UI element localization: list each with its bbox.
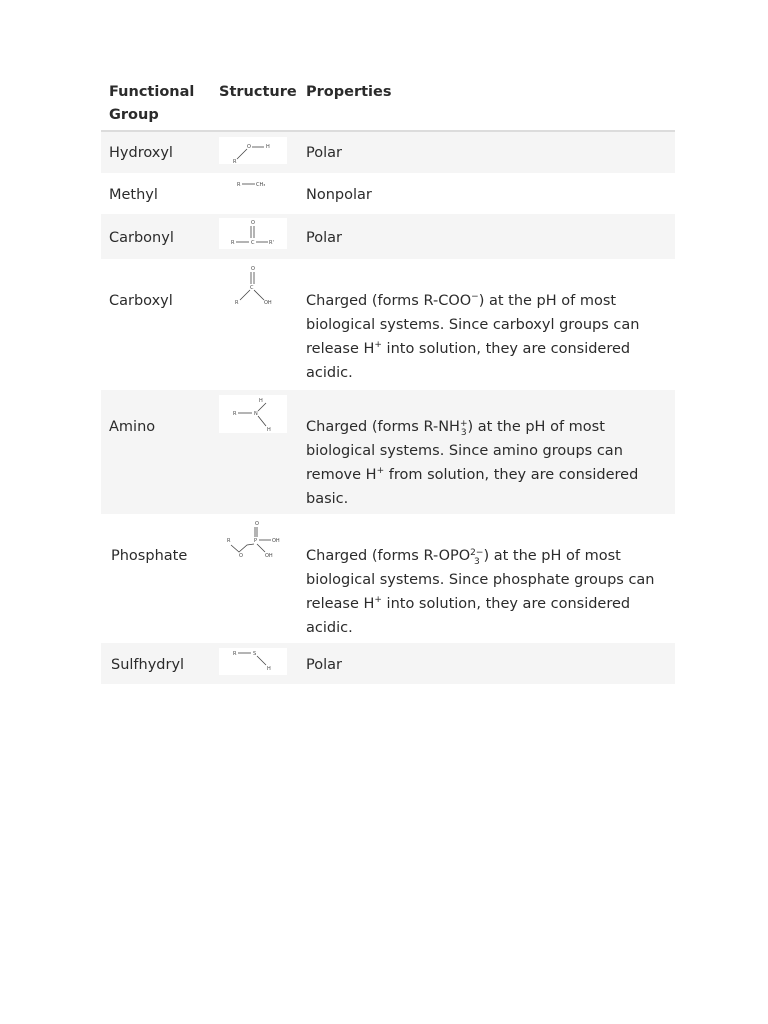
- atom-r: R: [237, 182, 241, 188]
- properties-text-post2: into solution, they are considered acidic.: [306, 596, 631, 636]
- row-properties: Nonpolar: [306, 187, 372, 203]
- bond-r-o: [237, 149, 247, 159]
- atom-o1: O: [255, 521, 259, 527]
- amino-structure: [219, 395, 287, 433]
- properties-text-pre: Charged (forms R-OPO: [306, 548, 471, 564]
- properties-charge-stack: [470, 549, 483, 567]
- atom-r: R: [233, 159, 237, 165]
- row-name: Phosphate: [111, 548, 188, 564]
- table-row-amino: [101, 390, 675, 514]
- header-properties: Properties: [306, 84, 392, 100]
- phosphate-structure-drawing: [219, 519, 287, 557]
- bond-c-r: [240, 290, 250, 300]
- atom-oh2: OH: [265, 553, 273, 559]
- row-name: Carboxyl: [109, 293, 173, 309]
- row-properties: [306, 415, 661, 511]
- properties-text-post2: from solution, they are considered basic.: [306, 467, 639, 507]
- row-name: Carbonyl: [109, 230, 174, 246]
- bond-n-h2: [258, 416, 266, 426]
- bond-c-oh: [254, 290, 264, 300]
- atom-p: P: [254, 538, 258, 544]
- atom-o: O: [247, 144, 251, 150]
- atom-c: C: [250, 285, 254, 291]
- row-name: Methyl: [109, 187, 158, 203]
- row-properties: Polar: [306, 145, 342, 161]
- bond-n-h1: [258, 403, 266, 411]
- phosphate-structure: [219, 519, 287, 557]
- properties-charge: +: [459, 419, 468, 429]
- properties-subscript: 3: [460, 428, 467, 438]
- carbonyl-structure-drawing: [219, 218, 287, 249]
- row-name: Amino: [109, 419, 156, 435]
- methyl-structure: [219, 179, 287, 206]
- properties-charge-h: +: [374, 595, 382, 606]
- atom-o: O: [251, 266, 255, 272]
- row-name: Sulfhydryl: [111, 657, 185, 673]
- table-row-sulfhydryl: [101, 643, 675, 684]
- carbonyl-structure: [219, 218, 287, 249]
- properties-text-post: ) at the pH of most biological systems. Since carboxyl groups can release H: [306, 293, 640, 357]
- table-row-phosphate: [101, 514, 675, 643]
- carboxyl-structure-drawing: [219, 264, 287, 308]
- properties-charge: 2−: [470, 548, 484, 558]
- properties-charge-h: +: [374, 340, 382, 351]
- sulfhydryl-structure-drawing: [219, 648, 287, 675]
- row-properties: [306, 289, 661, 385]
- table-row-methyl: [101, 173, 675, 214]
- sulfhydryl-structure: [219, 648, 287, 675]
- bond-p-oh2: [257, 544, 265, 552]
- atom-s: S: [253, 651, 257, 657]
- bond-r-o-p: [231, 544, 254, 552]
- row-properties: [306, 544, 666, 640]
- atom-oh: OH: [264, 300, 272, 306]
- table-row-carbonyl: [101, 214, 675, 259]
- atom-o: O: [251, 220, 255, 226]
- properties-text-pre: Charged (forms R-COO: [306, 293, 472, 309]
- methyl-structure-drawing: [219, 179, 287, 206]
- properties-text-post: ) at the pH of most biological systems. Since phosphate groups can release H: [306, 548, 655, 612]
- table-header: [101, 79, 675, 132]
- hydroxyl-structure-drawing: [219, 137, 287, 164]
- atom-c: C: [251, 240, 255, 246]
- functional-groups-table: [101, 79, 675, 684]
- properties-text-pre: Charged (forms R-NH: [306, 419, 460, 435]
- header-functional-group: Functional Group: [109, 84, 195, 123]
- row-properties: Polar: [306, 657, 342, 673]
- atom-r: R: [235, 300, 239, 306]
- table-row-hydroxyl: [101, 132, 675, 173]
- amino-structure-drawing: [219, 395, 287, 433]
- carboxyl-structure: [219, 264, 287, 308]
- atom-ch3: CH₃: [256, 182, 266, 188]
- atom-o2: O: [239, 553, 243, 559]
- atom-h: H: [266, 144, 270, 150]
- atom-r: R: [233, 651, 237, 657]
- atom-h2: H: [267, 427, 271, 433]
- atom-h: H: [267, 666, 271, 672]
- atom-r: R: [231, 240, 235, 246]
- table-row-carboxyl: [101, 259, 675, 390]
- row-name: Hydroxyl: [109, 145, 173, 161]
- properties-charge-h: +: [376, 466, 385, 477]
- hydroxyl-structure: [219, 137, 287, 164]
- row-properties: Polar: [306, 230, 342, 246]
- bond-s-h: [257, 656, 266, 665]
- atom-oh1: OH: [272, 538, 280, 544]
- atom-r2: R': [269, 240, 274, 246]
- properties-subscript: 3: [473, 557, 480, 567]
- header-structure: Structure: [219, 84, 297, 100]
- atom-r: R: [227, 538, 231, 544]
- properties-charge-stack: [460, 420, 468, 438]
- atom-r: R: [233, 411, 237, 417]
- properties-charge: −: [471, 292, 479, 303]
- atom-n: N: [254, 411, 258, 417]
- atom-h1: H: [259, 398, 263, 404]
- properties-text-post: ) at the pH of most biological systems. Since amino groups can remove H: [306, 419, 623, 483]
- properties-text-post2: into solution, they are considered acidic.: [306, 341, 631, 381]
